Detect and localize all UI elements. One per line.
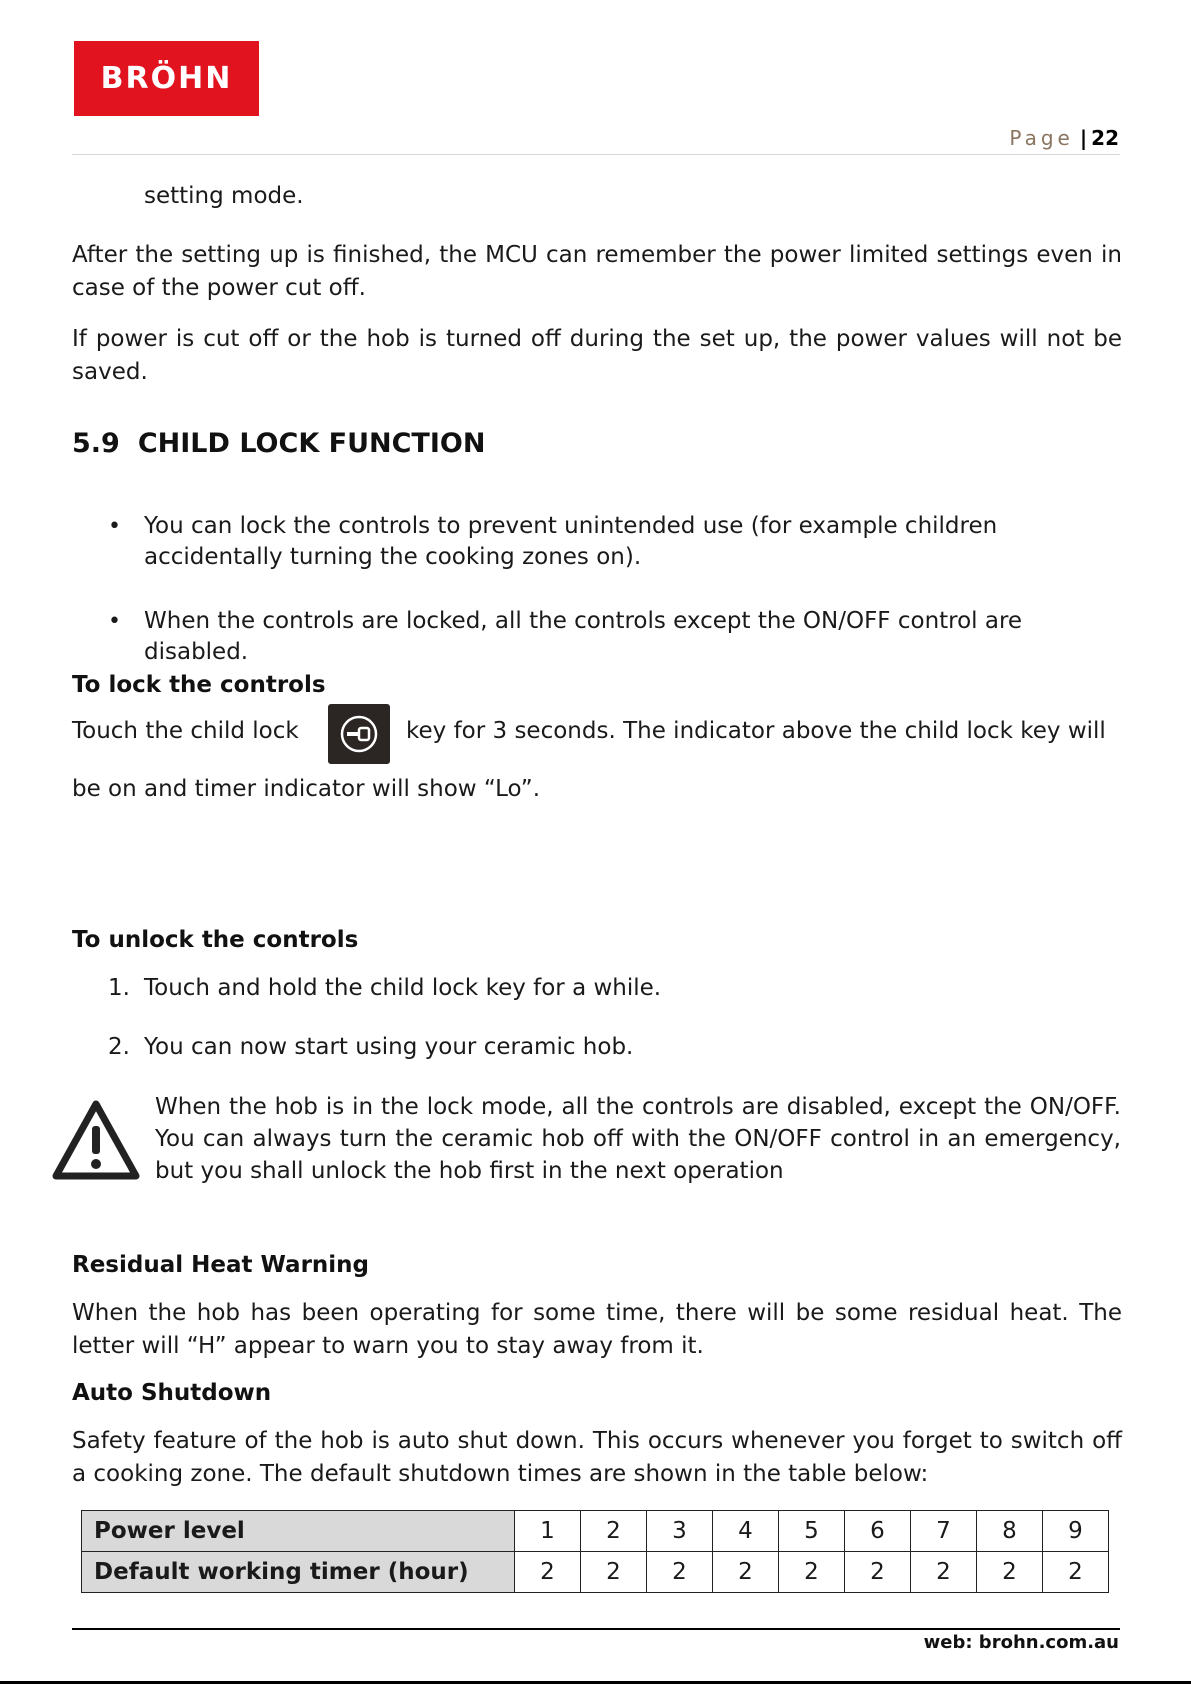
auto-shutdown-text: Safety feature of the hob is auto shut down. This occurs whenever you forget to switch off a cooking zone. The default shutdown times are shown in the table below:	[72, 1428, 1122, 1487]
table-cell: 2	[647, 1552, 713, 1593]
intro-paragraph-2: If power is cut off or the hob is turned off during the set up, the power values will not be saved.	[72, 326, 1122, 385]
table-row	[82, 1552, 1109, 1593]
intro-paragraph-1: After the setting up is finished, the MCU can remember the power limited settings even in case of the power cut off.	[72, 242, 1122, 301]
table-cell: 5	[779, 1511, 845, 1552]
residual-text: When the hob has been operating for some time, there will be some residual heat. The letter will “H” appear to warn you to stay away from it.	[72, 1300, 1122, 1359]
unlock-heading: To unlock the controls	[72, 927, 359, 953]
lock-text-after: key for 3 seconds. The indicator above the child lock key will	[406, 718, 1106, 744]
table-cell: 6	[845, 1511, 911, 1552]
shutdown-table	[81, 1510, 1109, 1593]
brand-logo	[74, 41, 259, 116]
table-cell: 2	[713, 1552, 779, 1593]
header-divider	[72, 154, 1120, 155]
section-number: 5.9	[72, 428, 120, 459]
list-item: 2. You can now start using your ceramic hob.	[108, 1034, 634, 1060]
table-cell: 2	[1043, 1552, 1109, 1593]
page-number: 22	[1091, 126, 1119, 150]
section-heading	[72, 428, 485, 459]
table-cell: 2	[845, 1552, 911, 1593]
table-row	[82, 1511, 1109, 1552]
lock-text-before: Touch the child lock	[72, 718, 299, 744]
page-number-label: Page | 22	[1009, 126, 1119, 150]
list-item: • You can lock the controls to prevent unintended use (for example children accidentally turning the cooking zones on).	[108, 511, 1084, 573]
table-cell: 2	[581, 1552, 647, 1593]
lock-text-line2: be on and timer indicator will show “Lo”.	[72, 776, 541, 802]
table-cell: 2	[515, 1552, 581, 1593]
list-item: • When the controls are locked, all the controls except the ON/OFF control are disabled.	[108, 606, 1084, 668]
table-cell: 2	[977, 1552, 1043, 1593]
table-cell: 8	[977, 1511, 1043, 1552]
table-cell: 4	[713, 1511, 779, 1552]
table-cell: 2	[581, 1511, 647, 1552]
child-lock-key-icon	[328, 704, 390, 764]
row-label: Power level	[82, 1511, 515, 1552]
list-item: 1. Touch and hold the child lock key for a while.	[108, 975, 662, 1001]
table-cell: 2	[779, 1552, 845, 1593]
table-cell: 9	[1043, 1511, 1109, 1552]
table-cell: 1	[515, 1511, 581, 1552]
continued-line: setting mode.	[144, 183, 304, 209]
footer-divider	[72, 1628, 1120, 1630]
footer-web: web: brohn.com.au	[923, 1632, 1119, 1653]
warning-triangle-icon	[52, 1098, 140, 1182]
table-cell: 2	[911, 1552, 977, 1593]
row-label: Default working timer (hour)	[82, 1552, 515, 1593]
table-cell: 3	[647, 1511, 713, 1552]
auto-shutdown-heading: Auto Shutdown	[72, 1380, 272, 1406]
residual-heading: Residual Heat Warning	[72, 1252, 370, 1278]
page-label: Page	[1009, 126, 1074, 150]
lock-heading: To lock the controls	[72, 672, 326, 698]
table-cell: 7	[911, 1511, 977, 1552]
logo-text: BRÖHN	[100, 61, 233, 96]
section-title: CHILD LOCK FUNCTION	[137, 428, 486, 459]
warning-text: When the hob is in the lock mode, all the controls are disabled, except the ON/OFF. You can always turn the ceramic hob off with the ON/OFF control in an emergency, but you shall unlock the hob first in the next operation	[155, 1094, 1121, 1184]
